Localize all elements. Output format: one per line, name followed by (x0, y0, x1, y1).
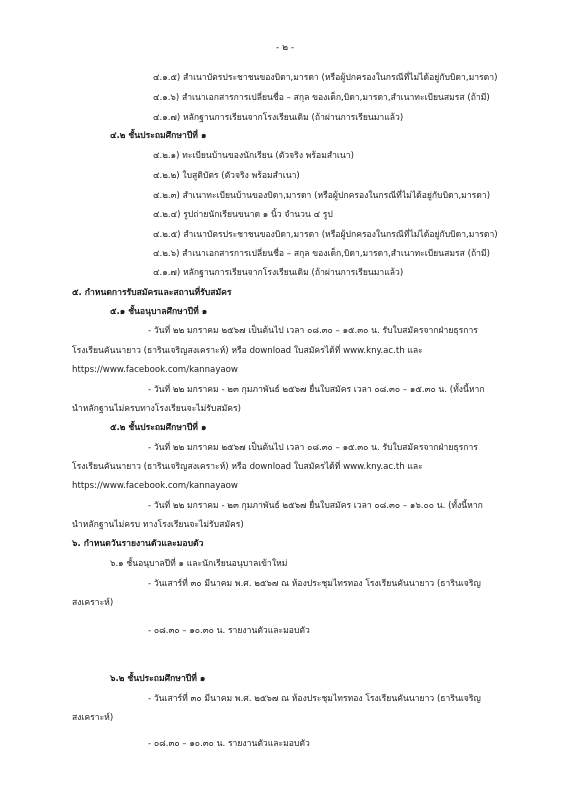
heading-5: ๕. กำหนดการรับสมัครและสถานที่รับสมัคร (72, 288, 232, 298)
heading-6: ๖. กำหนดวันรายงานตัวและมอบตัว (72, 539, 204, 549)
heading-5-1: ๕.๑ ชั้นอนุบาลศึกษาปีที่ ๑ (110, 307, 208, 317)
primary-facebook-link[interactable]: https://www.facebook.com/kannayaow (72, 481, 238, 491)
heading-4-2: ๔.๒ ชั้นประถมศึกษาปีที่ ๑ (110, 131, 207, 141)
page-number: - ๒ - (276, 43, 295, 53)
item-4-2-6: ๔.๒.๖) สำเนาเอกสารการเปลี่ยนชื่อ – สกุล ของเด็ก,บิดา,มารดา,สำเนาทะเบียนสมรส (ถ้ามี) (153, 249, 490, 259)
item-4-1-6: ๔.๑.๖) สำเนาเอกสารการเปลี่ยนชื่อ – สกุล ของเด็ก,บิดา,มารดา,สำเนาทะเบียนสมรส (ถ้ามี) (153, 93, 490, 103)
kinder-accept-location: โรงเรียนคันนายาว (ธารินเจริญสงเคราะห์) หรือ download ใบสมัครได้ที่ www.kny.ac.th และ (72, 346, 423, 356)
item-4-2-1: ๔.๒.๑) ทะเบียนบ้านของนักเรียน (ตัวจริง พร้อมสำเนา) (153, 151, 354, 161)
heading-6-1: ๖.๑ ชั้นอนุบาลปีที่ ๑ และนักเรียนอนุบาลเข้าใหม่ (110, 559, 288, 569)
kinder-report-time: - ๐๘.๓๐ – ๑๐.๓๐ น. รายงานตัวและมอบตัว (148, 626, 310, 636)
item-4-2-4: ๔.๒.๔) รูปถ่ายนักเรียนขนาด ๑ นิ้ว จำนวน ๔ รูป (153, 210, 333, 220)
heading-6-2: ๖.๒ ชั้นประถมศึกษาปีที่ ๑ (110, 674, 206, 684)
primary-submit-date: - วันที่ ๒๒ มกราคม - ๒๓ กุมภาพันธ์ ๒๕๖๗ ยื่นใบสมัคร เวลา ๐๘.๓๐ – ๑๖.๐๐ น. (ทั้งนี้หาก (148, 501, 483, 511)
primary-submit-note: นำหลักฐานไม่ครบ ทางโรงเรียนจะไม่รับสมัคร) (72, 520, 244, 530)
primary-accept-date: - วันที่ ๒๒ มกราคม ๒๕๖๗ เป็นต้นไป เวลา ๐๘.๓๐ – ๑๕.๓๐ น. รับใบสมัครจากฝ่ายธุรการ (148, 443, 478, 453)
kinder-submit-note: นำหลักฐานไม่ครบทางโรงเรียนจะไม่รับสมัคร) (72, 404, 241, 414)
kinder-submit-date: - วันที่ ๒๒ มกราคม - ๒๓ กุมภาพันธ์ ๒๕๖๗ ยื่นใบสมัคร เวลา ๐๘.๓๐ – ๑๕.๓๐ น. (ทั้งนี้หาก (148, 385, 485, 395)
heading-5-2: ๕.๒ ชั้นประถมศึกษาปีที่ ๑ (110, 423, 207, 433)
primary-report-location-cont: สงเคราะห์) (72, 713, 114, 723)
kinder-facebook-link[interactable]: https://www.facebook.com/kannayaow (72, 365, 238, 375)
item-4-2-2: ๔.๒.๒) ใบสูติบัตร (ตัวจริง พร้อมสำเนา) (153, 171, 300, 181)
item-4-1-7: ๔.๑.๗) หลักฐานการเรียนจากโรงเรียนเดิม (ถ้าผ่านการเรียนมาแล้ว) (153, 113, 404, 123)
primary-report-time: - ๐๘.๓๐ – ๑๐.๓๐ น. รายงานตัวและมอบตัว (148, 739, 310, 749)
kinder-accept-date: - วันที่ ๒๒ มกราคม ๒๕๖๗ เป็นต้นไป เวลา ๐๘.๓๐ – ๑๕.๓๐ น. รับใบสมัครจากฝ่ายธุรการ (148, 326, 478, 336)
kinder-report-date: - วันเสาร์ที่ ๓๐ มีนาคม พ.ศ. ๒๕๖๗ ณ ห้องประชุมไทรทอง โรงเรียนคันนายาว (ธารินเจริญ (148, 579, 481, 589)
item-4-2-7: ๔.๑.๗) หลักฐานการเรียนจากโรงเรียนเดิม (ถ้าผ่านการเรียนมาแล้ว) (153, 268, 404, 278)
primary-report-date: - วันเสาร์ที่ ๓๐ มีนาคม พ.ศ. ๒๕๖๗ ณ ห้องประชุมไทรทอง โรงเรียนคันนายาว (ธารินเจริญ (148, 694, 481, 704)
primary-accept-location: โรงเรียนคันนายาว (ธารินเจริญสงเคราะห์) หรือ download ใบสมัครได้ที่ www.kny.ac.th และ (72, 462, 423, 472)
item-4-2-5: ๔.๒.๕) สำเนาบัตรประชาชนของบิดา,มารดา (หรือผู้ปกครองในกรณีที่ไม่ได้อยู่กับบิดา,มารดา) (153, 230, 498, 240)
item-4-2-3: ๔.๒.๓) สำเนาทะเบียนบ้านของบิดา,มารดา (หรือผู้ปกครองในกรณีที่ไม่ได้อยู่กับบิดา,มารดา) (153, 191, 491, 201)
kinder-report-location-cont: สงเคราะห์) (72, 598, 114, 608)
item-4-1-5: ๔.๑.๕) สำเนาบัตรประชาชนของบิดา,มารดา (หรือผู้ปกครองในกรณีที่ไม่ได้อยู่กับบิดา,มารดา) (153, 73, 498, 83)
